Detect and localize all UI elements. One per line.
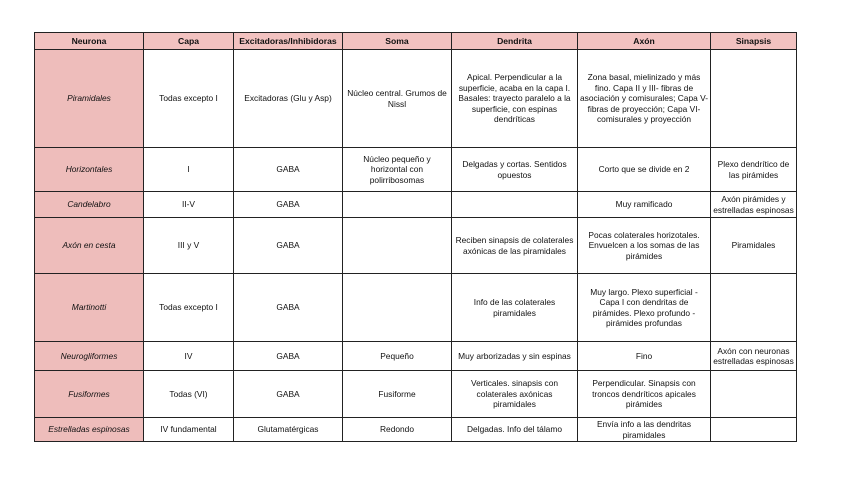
header-soma: Soma (343, 33, 452, 50)
header-axon: Axón (578, 33, 711, 50)
cell-axon: Perpendicular. Sinapsis con troncos dendríticos apicales pirámides (578, 371, 711, 418)
cell-dendrita (452, 192, 578, 218)
cell-axon: Muy largo. Plexo superficial - Capa I con dendritas de pirámides. Plexo profundo - pirámides profundas (578, 274, 711, 342)
neuron-table (34, 32, 797, 442)
cell-tipo: GABA (234, 371, 343, 418)
cell-dendrita: Muy arborizadas y sin espinas (452, 342, 578, 371)
header-row (35, 33, 797, 50)
cell-dendrita: Reciben sinapsis de colaterales axónicas de las piramidales (452, 218, 578, 274)
cell-dendrita: Apical. Perpendicular a la superficie, acaba en la capa I. Basales: trayecto paralelo a la superficie, con espinas dendríticas (452, 50, 578, 148)
cell-axon: Zona basal, mielinizado y más fino. Capa II y III- fibras de asociación y comisurales; Capa V- fibras de proyección; Capa VI- comisurales y proyección (578, 50, 711, 148)
cell-dendrita: Delgadas y cortas. Sentidos opuestos (452, 148, 578, 192)
table-row (35, 371, 797, 418)
table-row (35, 342, 797, 371)
cell-sinapsis: Piramidales (711, 218, 797, 274)
cell-axon: Pocas colaterales horizotales. Envuelcen a los somas de las pirámides (578, 218, 711, 274)
table-row (35, 148, 797, 192)
cell-capa: Todas excepto I (144, 50, 234, 148)
cell-sinapsis: Axón con neuronas estrelladas espinosas (711, 342, 797, 371)
table-row (35, 218, 797, 274)
cell-axon: Corto que se divide en 2 (578, 148, 711, 192)
cell-sinapsis (711, 50, 797, 148)
table-row (35, 418, 797, 442)
cell-neurona: Horizontales (35, 148, 144, 192)
cell-neurona: Piramidales (35, 50, 144, 148)
cell-neurona: Candelabro (35, 192, 144, 218)
cell-soma: Fusiforme (343, 371, 452, 418)
cell-axon: Envía info a las dendritas piramidales (578, 418, 711, 442)
cell-axon: Muy ramificado (578, 192, 711, 218)
cell-neurona: Estrelladas espinosas (35, 418, 144, 442)
cell-soma (343, 192, 452, 218)
cell-dendrita: Info de las colaterales piramidales (452, 274, 578, 342)
cell-capa: III y V (144, 218, 234, 274)
cell-sinapsis: Axón pirámides y estrelladas espinosas (711, 192, 797, 218)
table-header (35, 33, 797, 50)
header-excitadoras-inhibidoras: Excitadoras/Inhibidoras (234, 33, 343, 50)
cell-sinapsis (711, 274, 797, 342)
cell-capa: Todas excepto I (144, 274, 234, 342)
header-capa: Capa (144, 33, 234, 50)
header-sinapsis: Sinapsis (711, 33, 797, 50)
cell-soma: Redondo (343, 418, 452, 442)
cell-soma (343, 218, 452, 274)
table-row (35, 192, 797, 218)
table-row (35, 274, 797, 342)
cell-neurona: Martinotti (35, 274, 144, 342)
cell-capa: II-V (144, 192, 234, 218)
cell-dendrita: Delgadas. Info del tálamo (452, 418, 578, 442)
cell-tipo: GABA (234, 218, 343, 274)
cell-tipo: GABA (234, 274, 343, 342)
cell-capa: Todas (VI) (144, 371, 234, 418)
cell-tipo: GABA (234, 148, 343, 192)
cell-neurona: Neurogliformes (35, 342, 144, 371)
header-dendrita: Dendrita (452, 33, 578, 50)
cell-capa: I (144, 148, 234, 192)
table-row (35, 50, 797, 148)
cell-soma: Núcleo pequeño y horizontal con polirribosomas (343, 148, 452, 192)
cell-soma: Pequeño (343, 342, 452, 371)
cell-neurona: Axón en cesta (35, 218, 144, 274)
cell-sinapsis: Plexo dendrítico de las pirámides (711, 148, 797, 192)
cell-sinapsis (711, 418, 797, 442)
cell-axon: Fino (578, 342, 711, 371)
cell-capa: IV (144, 342, 234, 371)
cell-dendrita: Verticales. sinapsis con colaterales axónicas piramidales (452, 371, 578, 418)
cell-soma: Núcleo central. Grumos de Nissl (343, 50, 452, 148)
cell-soma (343, 274, 452, 342)
cell-tipo: Glutamatérgicas (234, 418, 343, 442)
table-body (35, 50, 797, 442)
cell-neurona: Fusiformes (35, 371, 144, 418)
header-neurona: Neurona (35, 33, 144, 50)
cell-capa: IV fundamental (144, 418, 234, 442)
cell-tipo: GABA (234, 192, 343, 218)
cell-sinapsis (711, 371, 797, 418)
cell-tipo: Excitadoras (Glu y Asp) (234, 50, 343, 148)
cell-tipo: GABA (234, 342, 343, 371)
